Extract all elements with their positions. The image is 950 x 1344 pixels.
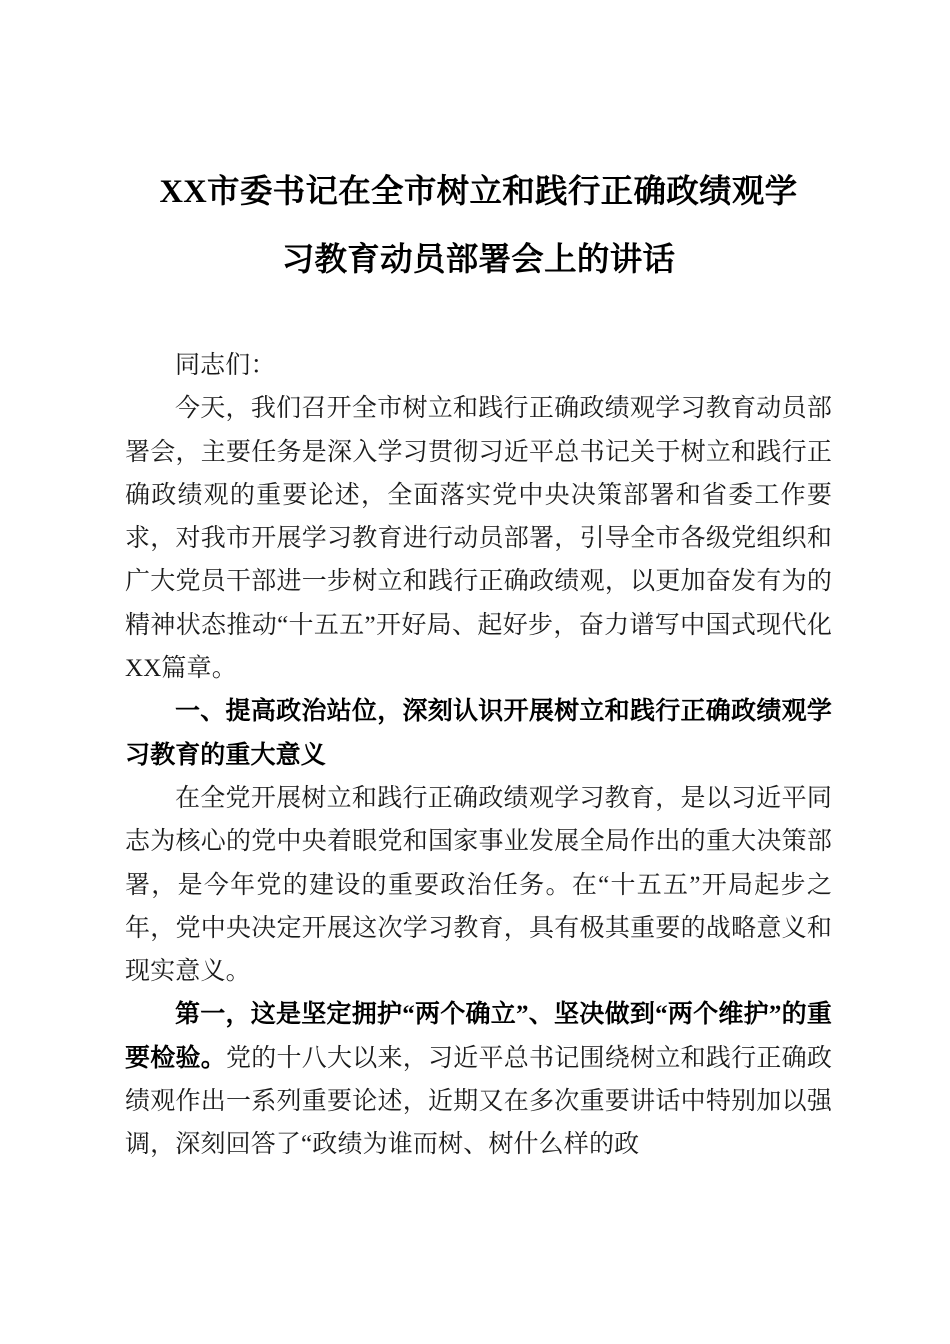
point-1-paragraph — [125, 993, 832, 1166]
salutation: 同志们： — [175, 352, 276, 379]
section-heading-1: 一、提高政治站位，深刻认识开展树立和践行正确政绩观学习教育的重大意义 — [125, 697, 832, 769]
paragraph-opening: 今天，我们召开全市树立和践行正确政绩观学习教育动员部署会，主要任务是深入学习贯彻习近平总书记关于树立和践行正确政绩观的重要论述，全面落实党中央决策部署和省委工作要求，对我市开展学习教育进行动员部署，引导全市各级党组织和广大党员干部进一步树立和践行正确政绩观，以更加奋发有为的精神状态推动“十五五”开好局、起好步，奋力谱写中国式现代化XX篇章。 — [125, 395, 832, 683]
title-line-1: XX市委书记在全市树立和践行正确政绩观学 — [159, 174, 798, 210]
point-1-lead-in: 第一，这是坚定拥护“两个确立”、坚决做到“两个维护”的重要检验。 — [125, 1001, 832, 1072]
page-title — [125, 0, 832, 294]
document-content — [125, 0, 832, 1167]
title-line-2: 习教育动员部署会上的讲话 — [281, 242, 676, 278]
point-1-body: 党的十八大以来，习近平总书记围绕树立和践行正确政绩观作出一系列重要论述，近期又在多次重要讲话中特别加以强调，深刻回答了“政绩为谁而树、树什么样的政 — [125, 1044, 832, 1159]
section-1-paragraph-1: 在全党开展树立和践行正确政绩观学习教育，是以习近平同志为核心的党中央着眼党和国家事业发展全局作出的重大决策部署，是今年党的建设的重要政治任务。在“十五五”开局起步之年，党中央决定开展这次学习教育，具有极其重要的战略意义和现实意义。 — [125, 784, 832, 986]
